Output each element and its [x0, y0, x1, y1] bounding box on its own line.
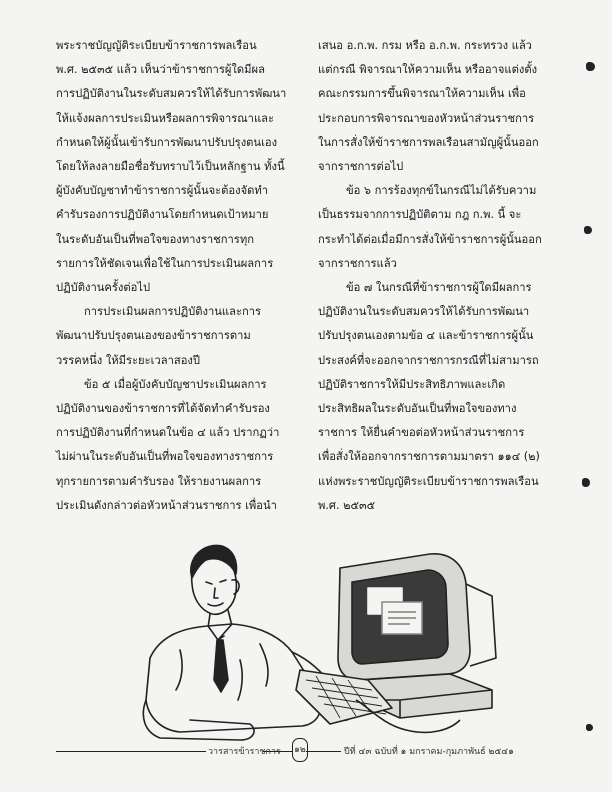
footer-rule — [56, 751, 206, 752]
paragraph: พระราชบัญญัติระเบียบข้าราชการพลเรือน พ.ศ. ๒๕๓๕ แล้ว เห็นว่าข้าราชการผู้ใดมีผล การปฏิบัติงานในระดับสมควรให้ได้รับการพัฒนา ให้แจ้งผลการประเมินหรือผลการพิจารณาและ กำหนดให้ผู้นั้นเข้ารับการพัฒนาปรับปรุงตนเอง โดยให้ลงลายมือชื่อรับทราบไว้เป็นหลักฐาน ทั้งนี้ ผู้บังคับบัญชาทำข้าราชการผู้นั้นจะต้องจัดทำ คำรับรองการปฏิบัติงานโดยกำหนดเป้าหมาย ในระดับอันเป็นที่พอใจของทางราชการทุก รายการให้ชัดเจนเพื่อใช้ในการประเมินผลการ ปฏิบัติงานครั้งต่อไป — [56, 39, 287, 295]
footer-rule — [263, 751, 293, 752]
scan-mark — [586, 62, 595, 71]
paragraph: ข้อ ๕ เมื่อผู้บังคับบัญชาประเมินผลการ ปฏิบัติงานของข้าราชการที่ได้จัดทำคำรับรอง การปฏิบัติงานที่กำหนดในข้อ ๔ แล้ว ปรากฏว่า ไม่ผ่านในระดับอันเป็นที่พอใจของทางราชการ ทุกรายการตามคำรับรอง ให้รายงานผลการ ประเมินดังกล่าวต่อหัวหน้าส่วนราชการ เพื่อนำ — [56, 377, 280, 512]
page-footer — [56, 740, 556, 762]
scan-mark — [586, 724, 593, 731]
paragraph: ข้อ ๗ ในกรณีที่ข้าราชการผู้ใดมีผลการ ปฏิบัติงานในระดับสมควรให้ได้รับการพัฒนา ปรับปรุงตนเองตามข้อ ๔ และข้าราชการผู้นั้น ประสงค์ที่จะออกจากราชการกรณีที่ไม่สามารถ ปฏิบัติราชการให้มีประสิทธิภาพและเกิด ประสิทธิผลในระดับอันเป็นที่พอใจของทาง ราชการ ให้ยื่นคำขอต่อหัวหน้าส่วนราชการ เพื่อสั่งให้ออกจากราชการตามมาตรา ๑๑๔ (๒) แห่งพระราชบัญญัติระเบียบข้าราชการพลเรือน พ.ศ. ๒๕๓๕ — [318, 281, 540, 512]
right-column — [318, 34, 554, 518]
footer-rule — [306, 751, 341, 752]
man-at-computer-illustration — [120, 540, 510, 745]
paragraph: เสนอ อ.ก.พ. กรม หรือ อ.ก.พ. กระทรวง แล้ว แต่กรณี พิจารณาให้ความเห็น หรืออาจแต่งตั้ง คณะกรรมการขึ้นพิจารณาให้ความเห็น เพื่อ ประกอบการพิจารณาของหัวหน้าส่วนราชการ ในการสั่งให้ข้าราชการพลเรือนสามัญผู้นั้นออก จากราชการต่อไป — [318, 39, 539, 174]
paragraph: ข้อ ๖ การร้องทุกข์ในกรณีไม่ได้รับความ เป็นธรรมจากการปฏิบัติตาม กฎ ก.พ. นี้ จะ กระทำได้ต่อเมื่อมีการสั่งให้ข้าราชการผู้นั้นออก จากราชการแล้ว — [318, 184, 542, 270]
left-column — [56, 34, 294, 518]
page-number: ๑๒ — [292, 738, 308, 762]
issue-info: ปีที่ ๔๓ ฉบับที่ ๑ มกราคม-กุมภาพันธ์ ๒๕๔๑ — [344, 747, 514, 757]
scan-mark — [584, 226, 592, 234]
journal-name: วารสารข้าราชการ — [208, 747, 281, 757]
scan-mark — [582, 478, 590, 487]
paragraph: การประเมินผลการปฏิบัติงานและการ พัฒนาปรับปรุงตนเองของข้าราชการตาม วรรคหนึ่ง ให้มีระยะเวลาสองปี — [56, 305, 262, 367]
